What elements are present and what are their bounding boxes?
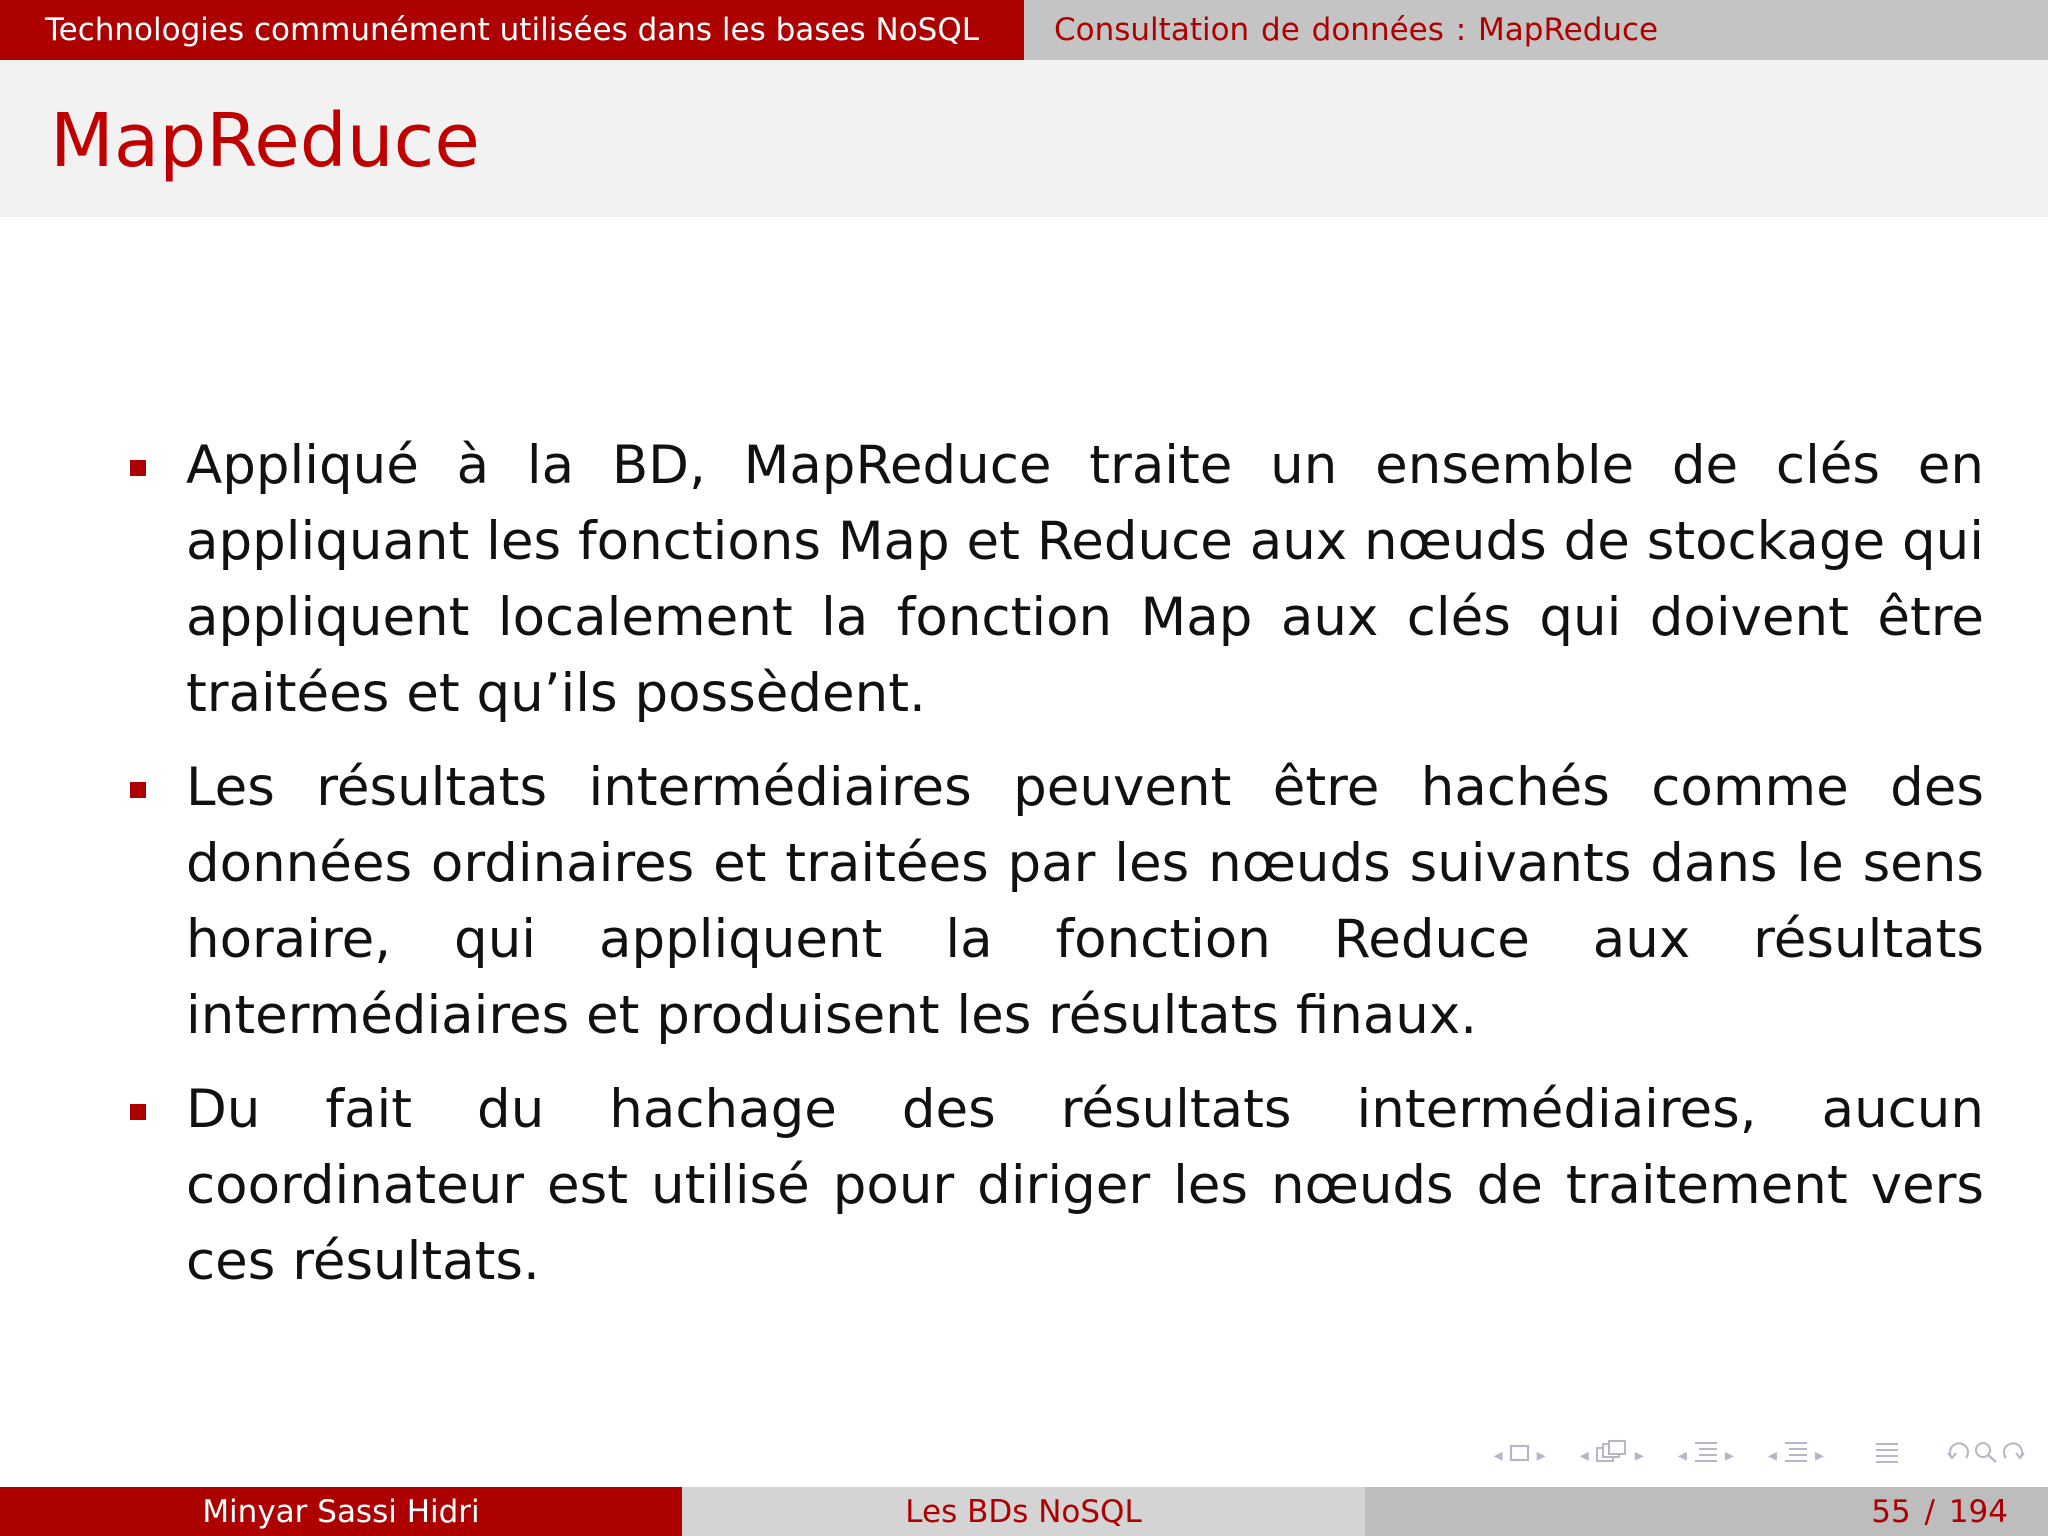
bullet-item	[126, 750, 1984, 1054]
navigation-symbols	[1488, 1440, 2028, 1470]
header-bar	[0, 0, 2048, 60]
footer-title	[682, 1487, 1365, 1536]
arrow-right-icon[interactable]: ▸	[1634, 1444, 1644, 1466]
frame-title: MapReduce	[50, 98, 480, 184]
footer-bar	[0, 1487, 2048, 1536]
footer-page-number	[1365, 1487, 2048, 1536]
undo-icon[interactable]	[1944, 1440, 1972, 1470]
arrow-right-icon[interactable]: ▸	[1536, 1444, 1546, 1466]
frame-title-band	[0, 60, 2048, 217]
footer-author-label: Minyar Sassi Hidri	[202, 1493, 480, 1530]
align-icon[interactable]	[1874, 1440, 1900, 1470]
header-subsection-label: Consultation de données : MapReduce	[1054, 12, 1659, 48]
arrow-right-icon[interactable]: ▸	[1724, 1444, 1734, 1466]
section-icon[interactable]	[1693, 1440, 1719, 1470]
arrow-left-icon[interactable]: ◂	[1579, 1444, 1589, 1466]
bullet-square-icon	[130, 1104, 146, 1120]
bullet-item	[126, 428, 1984, 732]
redo-icon[interactable]	[2000, 1440, 2028, 1470]
footer-page-label: 55 / 194	[1871, 1493, 2008, 1530]
bullet-text: Appliqué à la BD, MapReduce traite un ensemble de clés en appliquant les fonctions Map et Reduce aux nœuds de stockage qui appliquent localement la fonction Map aux clés qui doivent être traitées et qu’ils possèdent.	[186, 435, 1984, 724]
subsection-icon[interactable]	[1595, 1440, 1629, 1470]
arrow-left-icon[interactable]: ◂	[1677, 1444, 1687, 1466]
footer-author	[0, 1487, 682, 1536]
bullet-text: Du fait du hachage des résultats intermédiaires, aucun coordinateur est utilisé pour diriger les nœuds de traitement vers ces résultats.	[186, 1079, 1984, 1292]
arrow-right-icon[interactable]: ▸	[1814, 1444, 1824, 1466]
search-icon[interactable]	[1972, 1440, 2000, 1470]
header-subsection[interactable]	[1024, 0, 2048, 60]
section-icon[interactable]	[1783, 1440, 1809, 1470]
bullet-square-icon	[130, 782, 146, 798]
bullet-list	[126, 428, 1984, 1318]
bullet-square-icon	[130, 460, 146, 476]
header-section[interactable]	[0, 0, 1024, 60]
bullet-text: Les résultats intermédiaires peuvent être hachés comme des données ordinaires et traitées par les nœuds suivants dans le sens horaire, qui appliquent la fonction Reduce aux résultats intermédiaires et produisent les résultats finaux.	[186, 757, 1984, 1046]
footer-title-label: Les BDs NoSQL	[905, 1493, 1142, 1530]
frame-icon[interactable]	[1509, 1441, 1531, 1469]
arrow-left-icon[interactable]: ◂	[1493, 1444, 1503, 1466]
header-section-label: Technologies communément utilisées dans les bases NoSQL	[44, 12, 980, 48]
arrow-left-icon[interactable]: ◂	[1767, 1444, 1777, 1466]
bullet-item	[126, 1072, 1984, 1300]
